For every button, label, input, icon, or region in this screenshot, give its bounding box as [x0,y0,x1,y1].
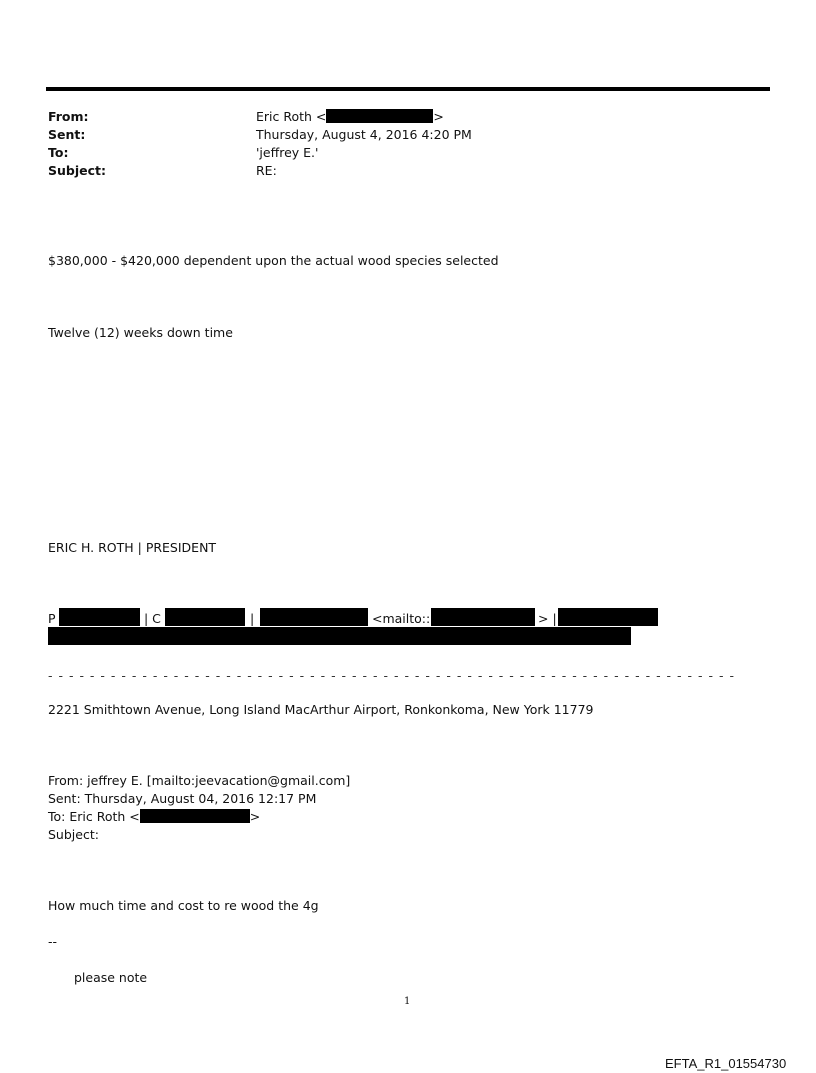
redaction-box [326,109,433,123]
time-line: Twelve (12) weeks down time [48,325,233,340]
sig-pipe: | [250,611,255,626]
redaction-box [165,608,245,626]
please-note: please note [74,970,148,985]
header-rule [46,87,770,91]
sig-close: > | [538,611,557,626]
page-number: 1 [404,996,411,1007]
to-label: To: [48,145,69,160]
sig-c: | C [144,611,161,626]
redaction-box [48,627,631,645]
redaction-box [431,608,535,626]
to-value: 'jeffrey E.' [256,145,319,160]
quoted-to-prefix: To: Eric Roth < [48,809,140,824]
quoted-to-suffix: > [249,809,261,824]
sig-p: P [48,611,56,626]
sent-value: Thursday, August 4, 2016 4:20 PM [256,127,472,142]
redaction-box [558,608,658,626]
signature-separator: -- [48,934,58,949]
separator-dashes: - - - - - - - - - - - - - - - - - - - - - - - - - - - - - - - - - - - - - - - - - - - - - - - - - - - - - - - - - - - - - - - - - - [48,668,735,683]
address-line: 2221 Smithtown Avenue, Long Island MacArthur Airport, Ronkonkoma, New York 11779 [48,702,594,717]
redaction-box [140,809,250,823]
signature-name: ERIC H. ROTH | PRESIDENT [48,540,217,555]
from-label: From: [48,109,89,124]
quoted-sent: Sent: Thursday, August 04, 2016 12:17 PM [48,791,317,806]
price-line: $380,000 - $420,000 dependent upon the actual wood species selected [48,253,499,268]
redaction-box [59,608,140,626]
from-close: > [433,109,444,124]
quoted-from: From: jeffrey E. [mailto:jeevacation@gmail.com] [48,773,351,788]
subject-label: Subject: [48,163,106,178]
from-value [256,109,444,124]
subject-value: RE: [256,163,277,178]
quoted-to [48,809,260,824]
sig-mailto: <mailto:: [372,611,431,626]
from-name: Eric Roth < [256,109,327,124]
redaction-box [260,608,368,626]
sent-label: Sent: [48,127,86,142]
document-id: EFTA_R1_01554730 [665,1056,787,1071]
quoted-subject: Subject: [48,827,99,842]
question-line: How much time and cost to re wood the 4g [48,898,319,913]
